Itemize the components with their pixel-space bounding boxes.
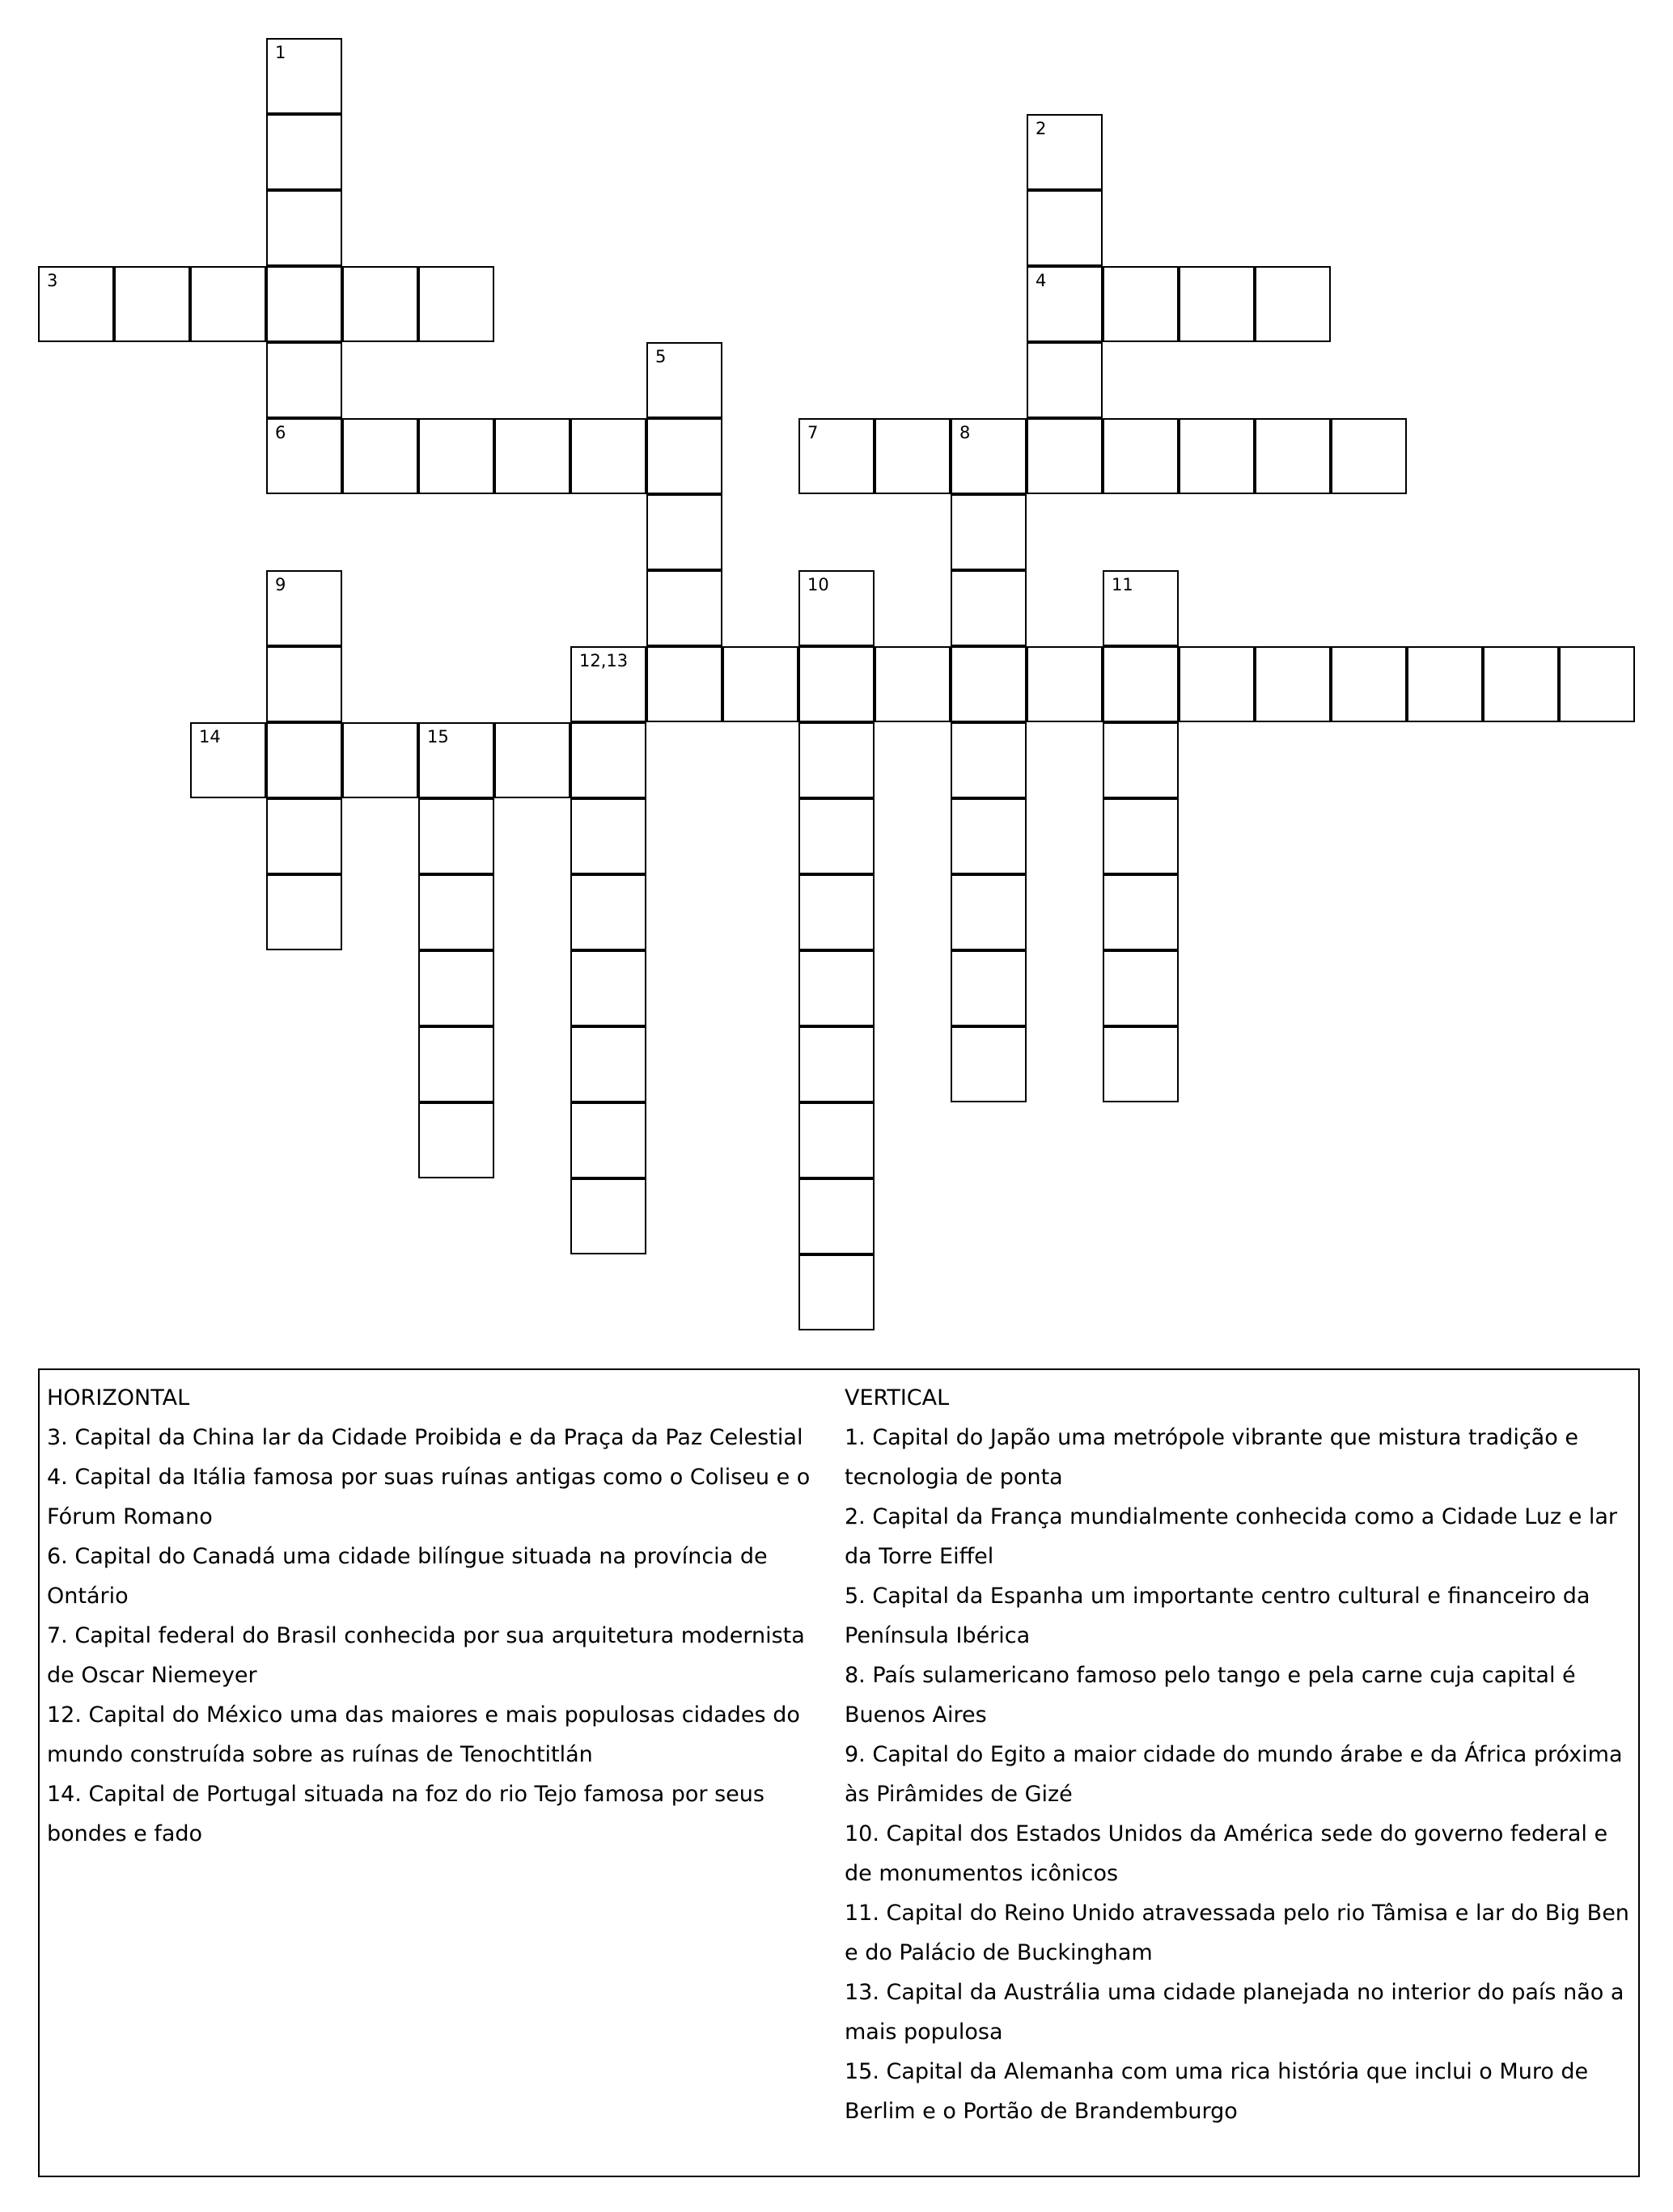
grid-cell[interactable] [190,266,266,342]
grid-cell[interactable] [798,874,875,950]
grid-cell[interactable] [798,1178,875,1254]
clues-box [38,1368,1640,2177]
grid-cell[interactable] [570,722,646,798]
clue-13: 13. Capital da Austrália uma cidade planejada no interior do país não a mais populosa [845,1980,1624,2045]
grid-cell[interactable] [1331,646,1407,722]
grid-cell[interactable] [418,266,494,342]
clue-9: 9. Capital do Egito a maior cidade do mundo árabe e da África próxima às Pirâmides de Gizé [845,1742,1623,1807]
grid-cell[interactable] [646,342,722,418]
grid-cell[interactable] [1103,266,1179,342]
grid-cell[interactable] [570,1102,646,1178]
clue-number: 8 [959,423,971,442]
grid-cell[interactable] [342,266,418,342]
grid-cell[interactable] [646,570,722,646]
grid-cell[interactable] [342,722,418,798]
grid-cell[interactable] [1179,646,1255,722]
grid-cell[interactable] [1103,950,1179,1026]
grid-cell[interactable] [570,1026,646,1102]
grid-cell[interactable] [1027,190,1103,266]
grid-cell[interactable] [418,418,494,494]
clue-2: 2. Capital da França mundialmente conhecida como a Cidade Luz e lar da Torre Eiffel [845,1504,1618,1569]
clue-10: 10. Capital dos Estados Unidos da América sede do governo federal e de monumentos icônicos [845,1821,1608,1886]
grid-cell[interactable] [798,418,875,494]
grid-cell[interactable] [1483,646,1559,722]
grid-cell[interactable] [570,418,646,494]
grid-cell[interactable] [646,418,722,494]
clue-8: 8. País sulamericano famoso pelo tango e pela carne cuja capital é Buenos Aires [845,1663,1576,1728]
clue-number: 4 [1036,271,1047,290]
grid-cell[interactable] [798,722,875,798]
grid-cell[interactable] [266,722,342,798]
grid-cell[interactable] [951,874,1027,950]
grid-cell[interactable] [875,646,951,722]
clue-4: 4. Capital da Itália famosa por suas ruínas antigas como o Coliseu e o Fórum Romano [47,1465,811,1529]
grid-cell[interactable] [266,874,342,950]
grid-cell[interactable] [798,950,875,1026]
grid-cell[interactable] [266,418,342,494]
grid-cell[interactable] [1027,418,1103,494]
grid-cell[interactable] [1255,646,1331,722]
grid-cell[interactable] [418,722,494,798]
grid-cell[interactable] [951,570,1027,646]
clue-number: 9 [275,575,286,594]
grid-cell[interactable] [1027,646,1103,722]
grid-cell[interactable] [266,266,342,342]
horizontal-heading: HORIZONTAL [47,1385,190,1411]
grid-cell[interactable] [1027,266,1103,342]
vertical-heading: VERTICAL [845,1385,950,1411]
grid-cell[interactable] [1103,570,1179,646]
grid-cell[interactable] [798,798,875,874]
grid-cell[interactable] [722,646,798,722]
grid-cell[interactable] [798,1102,875,1178]
grid-cell[interactable] [951,494,1027,570]
grid-cell[interactable] [1255,266,1331,342]
clue-number: 11 [1112,575,1133,594]
clue-number: 14 [199,727,221,746]
grid-cell[interactable] [1103,874,1179,950]
grid-cell[interactable] [190,722,266,798]
grid-cell[interactable] [798,1026,875,1102]
grid-cell[interactable] [1255,418,1331,494]
clue-number: 10 [807,575,829,594]
grid-cell[interactable] [266,798,342,874]
clue-6: 6. Capital do Canadá uma cidade bilíngue situada na província de Ontário [47,1544,768,1609]
grid-cell[interactable] [951,646,1027,722]
grid-cell[interactable] [951,950,1027,1026]
grid-cell[interactable] [570,950,646,1026]
clue-number: 6 [275,423,286,442]
grid-cell[interactable] [1559,646,1635,722]
grid-cell[interactable] [798,1254,875,1330]
clue-number: 2 [1036,119,1047,138]
clue-5: 5. Capital da Espanha um importante centro cultural e financeiro da Península Ibérica [845,1584,1590,1648]
grid-cell[interactable] [494,418,570,494]
grid-cell[interactable] [342,418,418,494]
clue-number: 5 [655,347,667,366]
clue-number: 12,13 [579,651,629,670]
grid-cell[interactable] [266,114,342,190]
grid-cell[interactable] [1027,342,1103,418]
grid-cell[interactable] [418,874,494,950]
grid-cell[interactable] [951,798,1027,874]
grid-cell[interactable] [1103,1026,1179,1102]
grid-cell[interactable] [798,570,875,646]
grid-cell[interactable] [570,646,646,722]
grid-cell[interactable] [798,646,875,722]
clue-1: 1. Capital do Japão uma metrópole vibrante que mistura tradição e tecnologia de ponta [845,1425,1578,1490]
grid-cell[interactable] [266,38,342,114]
grid-cell[interactable] [951,1026,1027,1102]
clue-15: 15. Capital da Alemanha com uma rica história que inclui o Muro de Berlim e o Portão de Brandemburgo [845,2059,1589,2124]
grid-cell[interactable] [1103,798,1179,874]
grid-cell[interactable] [418,1026,494,1102]
grid-cell[interactable] [646,494,722,570]
grid-cell[interactable] [1331,418,1407,494]
grid-cell[interactable] [1103,722,1179,798]
grid-cell[interactable] [570,1178,646,1254]
grid-cell[interactable] [951,722,1027,798]
clue-3: 3. Capital da China lar da Cidade Proibida e da Praça da Paz Celestial [47,1425,803,1450]
clue-12: 12. Capital do México uma das maiores e mais populosas cidades do mundo construída sobre as ruínas de Tenochtitlán [47,1702,800,1767]
grid-cell[interactable] [266,190,342,266]
grid-cell[interactable] [266,570,342,646]
clue-14: 14. Capital de Portugal situada na foz do rio Tejo famosa por seus bondes e fado [47,1782,764,1846]
grid-cell[interactable] [1407,646,1483,722]
grid-cell[interactable] [38,266,114,342]
grid-cell[interactable] [570,798,646,874]
horizontal-clues [47,1378,828,1854]
clue-11: 11. Capital do Reino Unido atravessada pelo rio Tâmisa e lar do Big Ben e do Palácio de Buckingham [845,1901,1629,1965]
grid-cell[interactable] [418,1102,494,1178]
grid-cell[interactable] [875,418,951,494]
grid-cell[interactable] [1179,266,1255,342]
grid-cell[interactable] [1103,646,1179,722]
grid-cell[interactable] [266,342,342,418]
grid-cell[interactable] [494,722,570,798]
grid-cell[interactable] [114,266,190,342]
clue-7: 7. Capital federal do Brasil conhecida por sua arquitetura modernista de Oscar Niemeyer [47,1623,805,1688]
grid-cell[interactable] [1179,418,1255,494]
clue-number: 15 [427,727,449,746]
vertical-clues [845,1378,1633,2131]
clue-number: 1 [275,43,286,62]
grid-cell[interactable] [570,874,646,950]
grid-cell[interactable] [951,418,1027,494]
grid-cell[interactable] [646,646,722,722]
clue-number: 7 [807,423,819,442]
grid-cell[interactable] [266,646,342,722]
grid-cell[interactable] [1027,114,1103,190]
clue-number: 3 [47,271,58,290]
grid-cell[interactable] [418,950,494,1026]
grid-cell[interactable] [1103,418,1179,494]
grid-cell[interactable] [418,798,494,874]
